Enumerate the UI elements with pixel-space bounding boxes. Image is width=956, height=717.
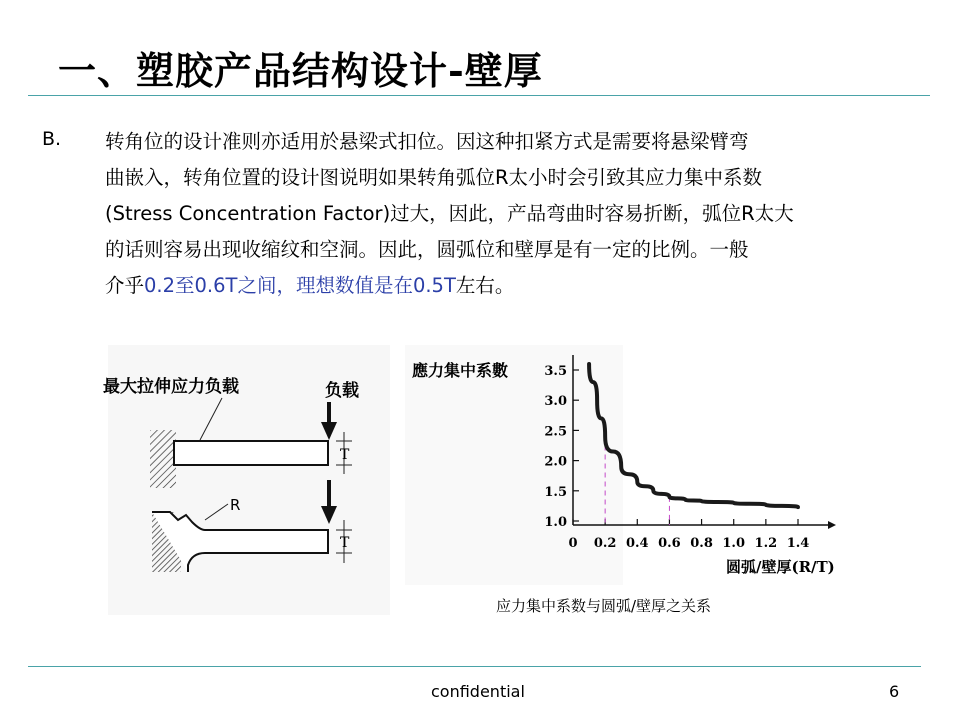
bullet-label: B.: [42, 128, 62, 150]
x-axis-arrow: [828, 521, 836, 529]
page-title: 一、塑胶产品结构设计-壁厚: [58, 48, 543, 93]
y-tick-label: 2.0: [544, 454, 567, 470]
label-load: 负载: [325, 381, 359, 401]
y-tick-label: 3.0: [544, 394, 567, 410]
x-tick-label: 0.6: [658, 536, 681, 551]
x-tick-label: 1.0: [722, 536, 746, 551]
para-line-5-highlight: 0.2至0.6T之间，理想数值是在0.5T: [144, 274, 456, 297]
x-tick-label: 1.2: [754, 536, 778, 551]
y-tick-label: 1.0: [544, 515, 567, 530]
y-tick-label: 1.5: [544, 484, 567, 500]
footer-divider: [28, 666, 921, 667]
footer-confidential: confidential: [431, 682, 525, 701]
para-line-4: 的话则容易出现收缩纹和空洞。因此，圆弧位和壁厚是有一定的比例。一般: [105, 238, 749, 261]
x-axis-label: 圆弧/壁厚(R/T): [726, 558, 835, 576]
x-tick-label: 0.2: [593, 536, 617, 551]
label-T-bottom: T: [340, 535, 350, 551]
para-line-2: 曲嵌入，转角位置的设计图说明如果转角弧位R太小时会引致其应力集中系数: [105, 166, 763, 189]
para-line-5-pre: 介乎: [105, 274, 145, 297]
x-tick-label: 0.4: [625, 536, 649, 551]
chart-title: 應力集中系數: [412, 361, 509, 380]
x-tick-label: 1.4: [786, 536, 810, 551]
x-tick-label: 0.8: [690, 536, 713, 551]
para-line-5-post: 左右。: [455, 274, 515, 297]
label-T-top: T: [340, 447, 350, 463]
para-line-1: 转角位的设计准则亦适用於悬梁式扣位。因这种扣紧方式是需要将悬梁臂弯: [105, 130, 749, 153]
y-tick-label: 3.5: [544, 364, 567, 379]
y-tick-label: 2.5: [544, 424, 567, 440]
label-R: R: [230, 496, 241, 514]
para-line-3: (Stress Concentration Factor)过大，因此，产品弯曲时容易折断，弧位R太大: [105, 202, 794, 225]
x-tick-label: 0: [568, 536, 578, 551]
page-number: 6: [889, 682, 900, 701]
wall-top: [150, 430, 176, 488]
label-max-stress: 最大拉伸应力负载: [103, 377, 239, 397]
chart-caption: 应力集中系数与圆弧/壁厚之关系: [496, 597, 712, 615]
beam-top: [174, 441, 328, 465]
